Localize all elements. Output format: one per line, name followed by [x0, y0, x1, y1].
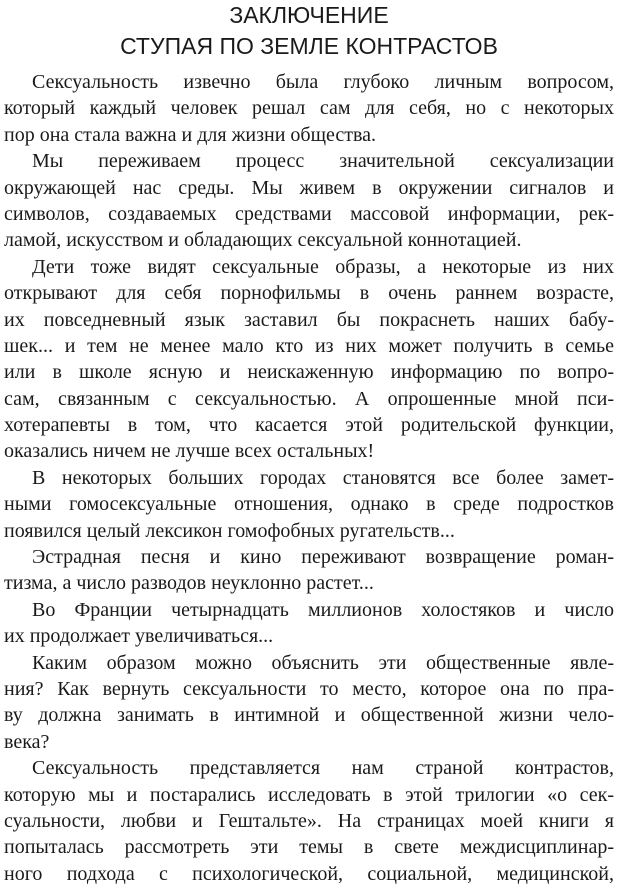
text-line: Мы переживаем процесс значительной сексуализации	[32, 150, 614, 173]
text-line: суальности, любви и Гештальте». На страницах моей книги я	[4, 809, 614, 832]
text-line: их продолжает увеличиваться...	[4, 625, 274, 648]
text-line: ву должна занимать в интимной и общественной жизни чело-	[4, 704, 614, 727]
chapter-title: ЗАКЛЮЧЕНИЕ	[229, 2, 389, 28]
text-line: который каждый человек решал сам для себя, но с некоторых	[4, 97, 614, 120]
chapter-heading	[4, 0, 614, 62]
text-line: или в школе ясную и неискаженную информацию по вопро-	[4, 361, 614, 384]
text-line: шек... и тем не менее мало кто из них может получить в семье	[4, 334, 614, 357]
text-line: пор она стала важна и для жизни общества.	[4, 123, 377, 146]
text-line: ния? Как вернуть сексуальности то место, которое она по пра-	[4, 677, 614, 700]
text-line: Сексуальность представляется нам страной контрастов,	[32, 757, 614, 780]
text-line: которую мы и постарались исследовать в этой трилогии «о сек-	[4, 783, 614, 806]
text-line: их повседневный язык заставил бы покраснеть наших бабу-	[4, 308, 614, 331]
text-line: века?	[4, 730, 50, 753]
text-line: Дети тоже видят сексуальные образы, а некоторые из них	[32, 255, 614, 278]
text-line: хотерапевты в том, что касается этой родительской функции,	[4, 414, 614, 437]
text-line: открывают для себя порнофильмы в очень раннем возрасте,	[4, 282, 614, 305]
text-line: появился целый лексикон гомофобных ругательств...	[4, 519, 455, 542]
text-line: сам, связанным с сексуальностью. А опрошенные мной пси-	[4, 387, 614, 410]
text-line: попыталась рассмотреть эти темы в свете междисциплинар-	[4, 836, 614, 859]
text-line: Сексуальность извечно была глубоко личным вопросом,	[32, 71, 614, 93]
text-line: символов, создаваемых средствами массовой информации, рек-	[4, 202, 614, 225]
chapter-subtitle: СТУПАЯ ПО ЗЕМЛЕ КОНТРАСТОВ	[120, 33, 498, 59]
text-line: Во Франции четырнадцать миллионов холостяков и число	[32, 598, 614, 621]
text-line: В некоторых больших городах становятся все более замет-	[32, 466, 614, 489]
text-line: ного подхода с психологической, социальной, медицинской,	[4, 862, 614, 885]
body-text	[4, 69, 614, 887]
text-line: окружающей нас среды. Мы живем в окружении сигналов и	[4, 176, 614, 199]
text-line: ными гомосексуальные отношения, однако в среде подростков	[4, 493, 614, 516]
text-line: оказались ничем не лучше всех остальных!	[4, 440, 375, 463]
text-line: Эстрадная песня и кино переживают возвращение роман-	[32, 546, 614, 569]
text-line: тизма, а число разводов неуклонно растет...	[4, 572, 374, 595]
text-line: Каким образом можно объяснить эти общественные явле-	[32, 651, 614, 674]
text-line: ламой, искусством и обладающих сексуальной коннотацией.	[4, 229, 522, 252]
